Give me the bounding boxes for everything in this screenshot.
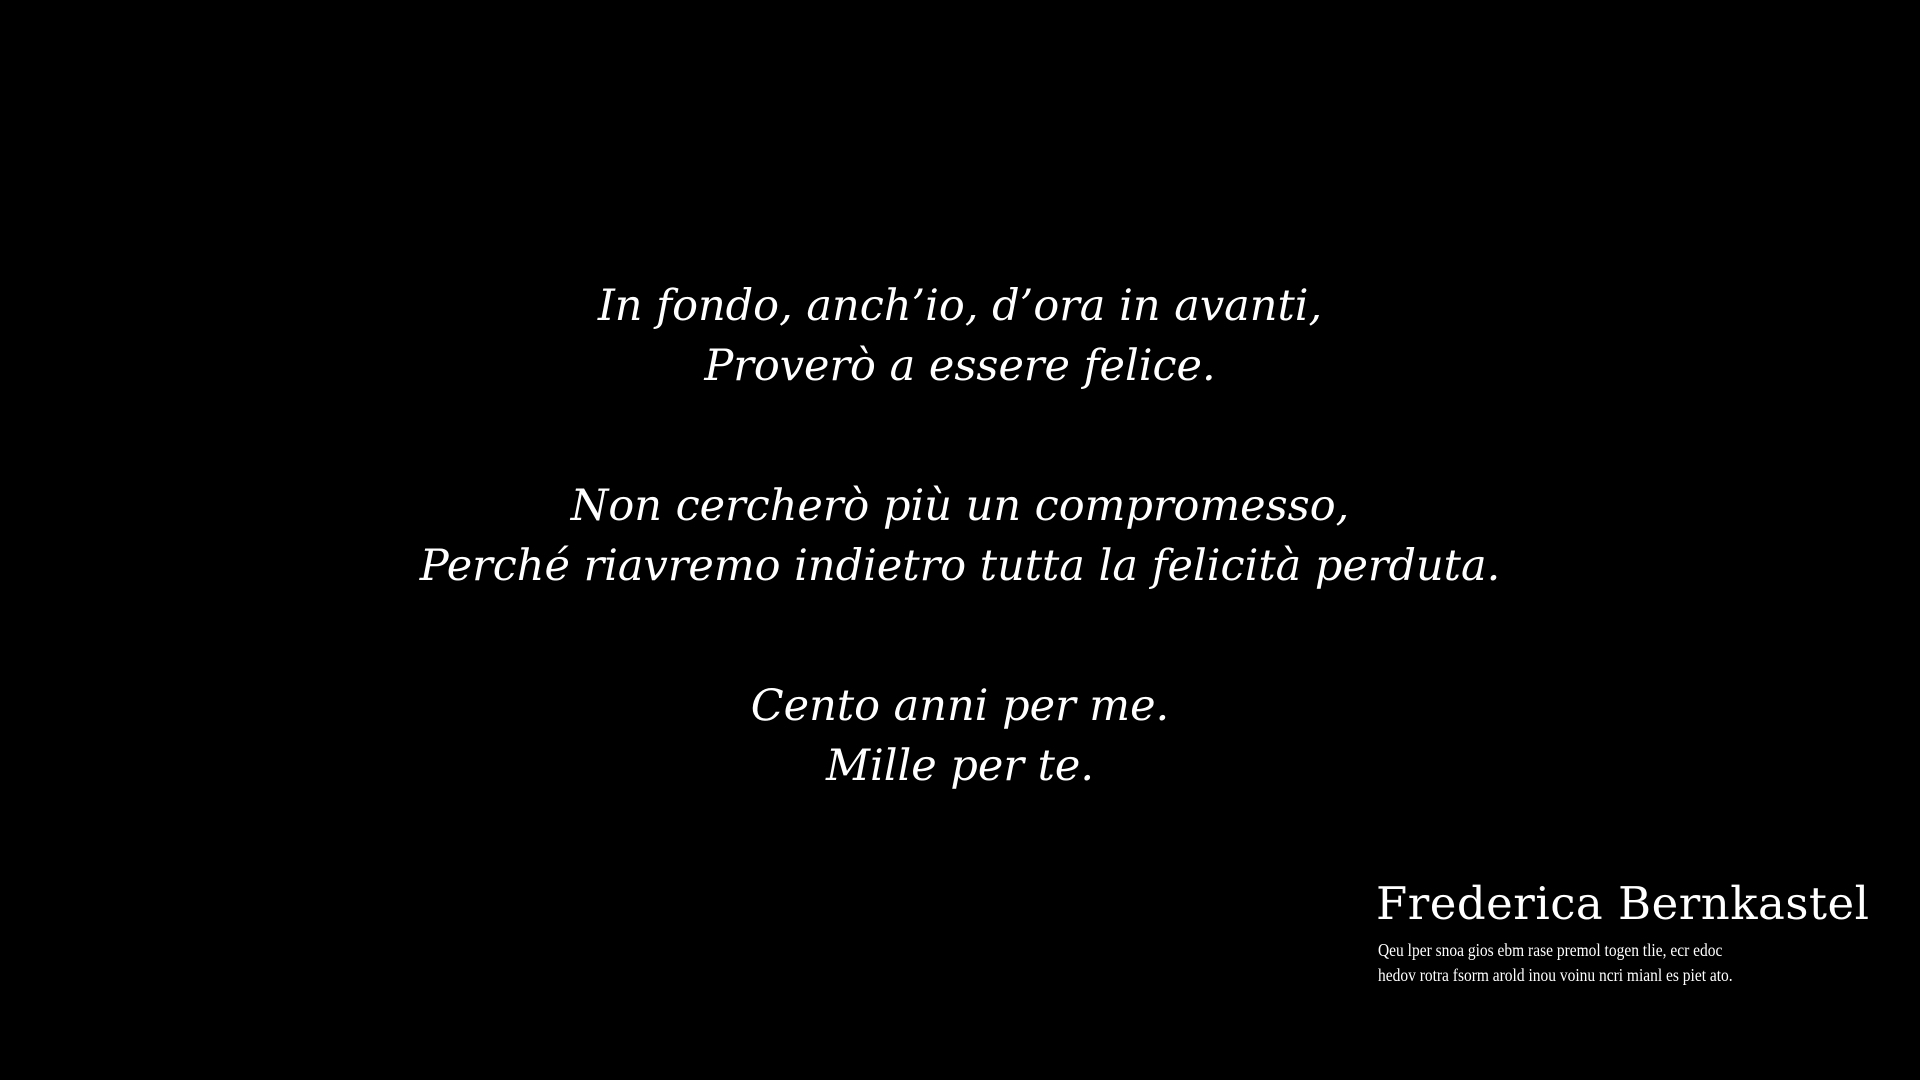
- quote-stanza-2: [0, 476, 1920, 596]
- quote-stanza-3: [0, 676, 1920, 796]
- signature-name: Frederica Bernkastel: [1376, 877, 1870, 930]
- quote-line: In fondo, anch’io, d’ora in avanti,: [597, 281, 1323, 331]
- quote-stanza-1: [0, 276, 1920, 396]
- quote-line: Non cercherò più un compromesso,: [570, 481, 1350, 531]
- signature-block: [1376, 876, 1896, 988]
- signature-caption-line: Qeu lper snoa gios ebm rase premol togen tlie, ecr edoc: [1378, 940, 1723, 960]
- quote-line: Mille per te.: [826, 741, 1094, 791]
- quote-line: Cento anni per me.: [750, 681, 1170, 731]
- signature-caption-line: hedov rotra fsorm arold inou voinu ncri mianl es piet ato.: [1378, 965, 1733, 985]
- quote-line: Perché riavremo indietro tutta la felicità perduta.: [419, 541, 1501, 591]
- quote-line: Proverò a essere felice.: [704, 341, 1216, 391]
